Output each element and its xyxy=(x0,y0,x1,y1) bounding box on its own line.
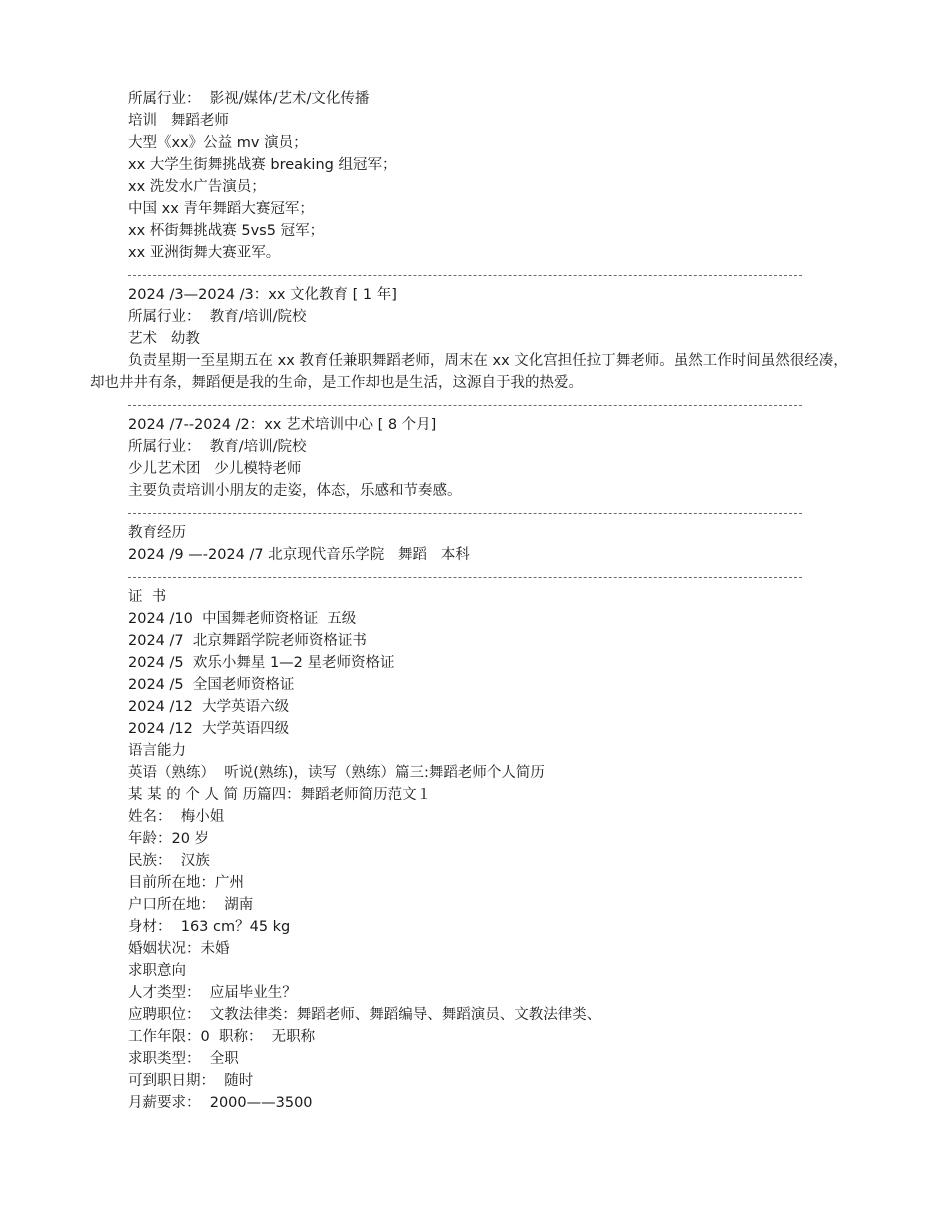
talent-type-field: 人才类型： 应届毕业生？ xyxy=(128,985,297,1001)
certificate-item: 2024 /5 全国老师资格证 xyxy=(128,677,295,693)
available-date-field: 可到职日期： 随时 xyxy=(128,1073,254,1089)
section-divider xyxy=(128,502,802,514)
job1-industry: 所属行业： 影视/媒体/艺术/文化传播 xyxy=(128,91,370,107)
body-field: 身材： 163 cm？45 kg xyxy=(128,919,291,935)
job2-period: 2024 /3—2024 /3：xx 文化教育 [ 1 年] xyxy=(128,287,397,303)
ethnicity-field: 民族： 汉族 xyxy=(128,853,210,869)
location-field: 目前所在地：广州 xyxy=(128,875,244,891)
job2-industry: 所属行业： 教育/培训/院校 xyxy=(128,309,307,325)
certificates-heading: 证 书 xyxy=(128,589,167,605)
education-entry: 2024 /9 —-2024 /7 北京现代音乐学院 舞蹈 本科 xyxy=(128,547,470,563)
certificate-item: 2024 /12 大学英语四级 xyxy=(128,721,290,737)
intention-heading: 求职意向 xyxy=(128,963,186,979)
resume-document xyxy=(90,88,858,1114)
applied-position-field: 应聘职位： 文教法律类：舞蹈老师、舞蹈编导、舞蹈演员、文教法律类、 xyxy=(128,1007,602,1023)
experience-field: 工作年限：0 职称： 无职称 xyxy=(128,1029,316,1045)
name-field: 姓名： 梅小姐 xyxy=(128,809,225,825)
achievement-item: xx 亚洲街舞大赛亚军。 xyxy=(128,245,281,261)
job3-position: 少儿艺术团 少儿模特老师 xyxy=(128,461,302,477)
certificate-item: 2024 /12 大学英语六级 xyxy=(128,699,290,715)
certificate-item: 2024 /5 欢乐小舞星 1—2 星老师资格证 xyxy=(128,655,395,671)
job3-period: 2024 /7--2024 /2：xx 艺术培训中心 [ 8 个月] xyxy=(128,417,437,433)
achievement-item: xx 大学生街舞挑战赛 breaking 组冠军； xyxy=(128,157,397,173)
age-field: 年龄：20 岁 xyxy=(128,831,210,847)
job2-description: 负责星期一至星期五在 xx 教育任兼职舞蹈老师，周末在 xx 文化宫担任拉丁舞老师。虽然工作时间虽然很经凑，却也井井有条，舞蹈便是我的生命，是工作却也是生活，这源自于我的热爱。 xyxy=(90,353,848,391)
achievement-item: xx 杯街舞挑战赛 5vs5 冠军； xyxy=(128,223,325,239)
hukou-field: 户口所在地： 湖南 xyxy=(128,897,254,913)
salary-field: 月薪要求： 2000——3500 xyxy=(128,1095,313,1111)
achievement-item: xx 洗发水广告演员； xyxy=(128,179,266,195)
job2-position: 艺术 幼教 xyxy=(128,331,200,347)
education-heading: 教育经历 xyxy=(128,525,186,541)
achievement-item: 大型《xx》公益 mv 演员； xyxy=(128,135,308,151)
job1-position: 培训 舞蹈老师 xyxy=(128,113,229,129)
certificate-item: 2024 /7 北京舞蹈学院老师资格证书 xyxy=(128,633,367,649)
language-heading: 语言能力 xyxy=(128,743,186,759)
marital-field: 婚姻状况：未婚 xyxy=(128,941,230,957)
job3-industry: 所属行业： 教育/培训/院校 xyxy=(128,439,307,455)
achievement-item: 中国 xx 青年舞蹈大赛冠军； xyxy=(128,201,314,217)
section-divider xyxy=(128,394,802,406)
resume-title: 某 某 的 个 人 简 历篇四：舞蹈老师简历范文１ xyxy=(128,787,432,803)
job3-description: 主要负责培训小朋友的走姿，体态，乐感和节奏感。 xyxy=(128,483,462,499)
language-line: 英语（熟练） 听说(熟练)，读写（熟练）篇三:舞蹈老师个人简历 xyxy=(128,765,545,781)
certificate-item: 2024 /10 中国舞老师资格证 五级 xyxy=(128,611,357,627)
section-divider xyxy=(128,566,802,578)
section-divider xyxy=(128,264,802,276)
job-type-field: 求职类型： 全职 xyxy=(128,1051,239,1067)
